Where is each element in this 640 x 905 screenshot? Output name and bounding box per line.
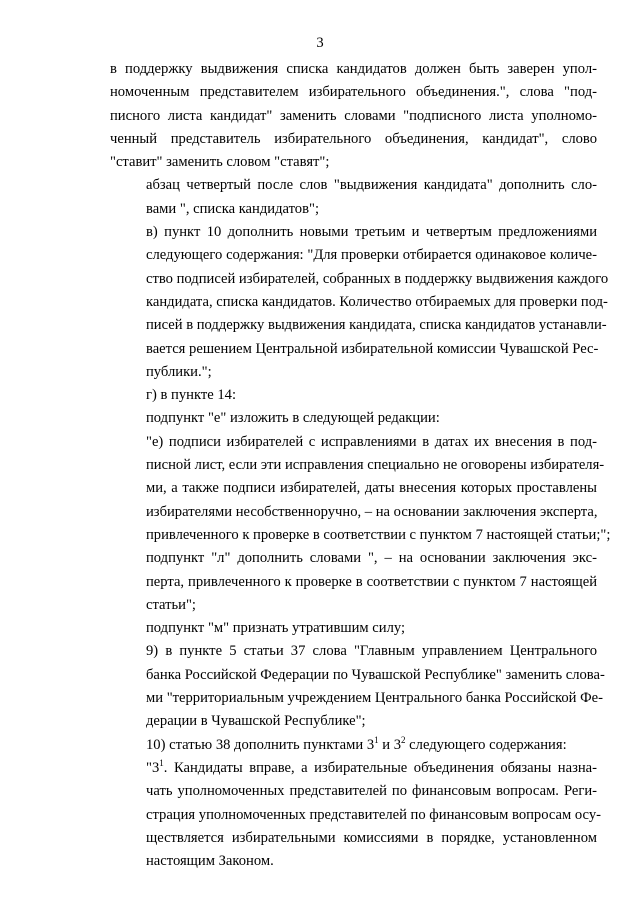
text-line: вами ", списка кандидатов"; [146, 200, 319, 217]
text-line: писного листа кандидат" заменить словами "подписного листа уполномо- [110, 107, 597, 124]
text-line: абзац четвертый после слов "выдвижения кандидата" дополнить сло- [146, 177, 597, 194]
text-fragment: и 3 [378, 736, 402, 753]
superscript: 1 [159, 758, 164, 769]
paragraph [110, 640, 605, 733]
text-line: дерации в Чувашской Республике"; [146, 713, 366, 730]
text-line: подпункт "м" признать утратившим силу; [146, 620, 406, 637]
text-line: избирателями несобственноручно, – на основании заключения эксперта, [146, 503, 598, 520]
text-line: настоящим Законом. [146, 853, 274, 870]
text-line: публики."; [146, 363, 212, 380]
text-fragment: 10) статью 38 дополнить пунктами 3 [146, 736, 375, 753]
text-line: "ставит" заменить словом "ставят"; [110, 154, 330, 171]
text-line: чать уполномоченных представителей по финансовым вопросам. Реги- [146, 783, 597, 800]
paragraph [110, 58, 597, 174]
text-line: г) в пункте 14: [146, 387, 236, 404]
paragraph-point-3-1 [110, 757, 602, 873]
paragraph [110, 407, 597, 430]
text-line: в) пункт 10 дополнить новыми третьим и четвертым предложениями [146, 224, 597, 241]
paragraph [110, 221, 609, 384]
superscript: 1 [374, 734, 379, 745]
text-line: статьи"; [146, 596, 196, 613]
text-line: ществляется избирательными комиссиями в порядке, установленном [146, 829, 597, 846]
text-line: в поддержку выдвижения списка кандидатов должен быть заверен упол- [110, 61, 597, 77]
text-line: номоченным представителем избирательного объединения.", слова "под- [110, 84, 597, 101]
text-line: ченный представитель избирательного объединения, кандидат", слово [110, 130, 597, 147]
text-line: ство подписей избирателей, собранных в поддержку выдвижения каждого [146, 270, 609, 287]
text-line: 9) в пункте 5 статьи 37 слова "Главным управлением Центрального [146, 643, 597, 660]
text-line [110, 757, 597, 780]
document-body [110, 58, 611, 873]
text-line: ми "территориальным учреждением Центрального банка Российской Фе- [146, 690, 603, 707]
text-line: привлеченного к проверке в соответствии с пунктом 7 настоящей статьи;"; [146, 526, 611, 543]
text-line: перта, привлеченного к проверке в соответствии с пунктом 7 настоящей [146, 573, 597, 590]
text-line: писей в поддержку выдвижения кандидата, списка кандидатов устанавли- [146, 317, 607, 334]
text-line: следующего содержания: "Для проверки отбирается одинаковое количе- [146, 247, 597, 264]
paragraph [110, 431, 611, 547]
text-line: подпункт "е" изложить в следующей редакции: [146, 410, 440, 427]
text-fragment: следующего содержания: [405, 736, 567, 753]
page-number: 3 [316, 35, 324, 51]
text-line: банка Российской Федерации по Чувашской Республике" заменить слова- [146, 666, 605, 683]
superscript: 2 [401, 734, 406, 745]
text-line: страция уполномоченных представителей по финансовым вопросам осу- [146, 806, 602, 823]
text-line: подпункт "л" дополнить словами ", – на основании заключения экс- [146, 550, 597, 567]
paragraph-list [110, 58, 611, 734]
paragraph [110, 384, 597, 407]
paragraph [110, 547, 597, 617]
paragraph-article-38 [110, 734, 597, 757]
text-line: вается решением Центральной избирательной комиссии Чувашской Рес- [146, 340, 599, 357]
paragraph [110, 174, 597, 221]
text-line: кандидата, списка кандидатов. Количество отбираемых для проверки под- [146, 293, 608, 310]
text-fragment: . Кандидаты вправе, а избирательные объединения обязаны назна- [163, 759, 597, 776]
text-line [110, 734, 597, 757]
text-line: "е) подписи избирателей с исправлениями в датах их внесения в под- [146, 433, 597, 450]
text-fragment: "3 [146, 759, 160, 776]
text-line: ми, а также подписи избирателей, даты внесения которых проставлены [146, 480, 597, 497]
text-line: писной лист, если эти исправления специально не оговорены избирателя- [146, 457, 605, 474]
paragraph [110, 617, 597, 640]
